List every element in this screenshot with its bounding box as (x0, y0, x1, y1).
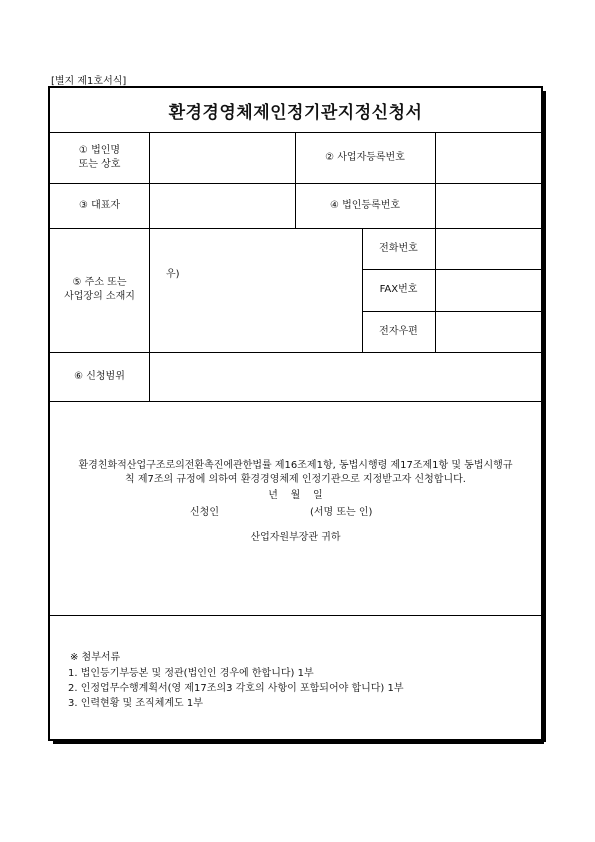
postal-code-prefix: 우) (166, 269, 180, 280)
attachment-item: 3. 인력현황 및 조직체계도 1부 (68, 698, 203, 709)
statement-line-1: 환경친화적산업구조로의전환촉진에관한법률 제16조제1항, 동법시행령 제17조제1항 및 동법시행규 (78, 460, 513, 471)
address-field[interactable] (149, 228, 362, 352)
fax-field[interactable] (435, 269, 541, 311)
phone-label: 전화번호 (379, 242, 418, 254)
attachment-item: 1. 법인등기부등본 및 정관(법인인 경우에 한합니다) 1부 (68, 668, 314, 679)
application-date: 년 월 일 (268, 490, 323, 501)
address-label: ⑤ 주소 또는 사업장의 소재지 (64, 277, 135, 302)
title-row (50, 88, 541, 133)
phone-field[interactable] (435, 228, 541, 269)
addressee: 산업자원부장관 귀하 (250, 532, 341, 543)
frame-shadow-right (543, 91, 546, 742)
row-divider (50, 401, 541, 402)
biz-reg-no-field[interactable] (435, 132, 541, 183)
attachment-item: 2. 인정업무수행계획서(영 제17조의3 각호의 사항이 포함되어야 합니다) 1부 (68, 683, 404, 694)
statement-line-2: 칙 제7조의 규정에 의하여 환경경영체제 인정기관으로 지정받고자 신청합니다. (125, 474, 466, 485)
signature-label: (서명 또는 인) (310, 507, 373, 518)
form-title: 환경경영체제인정기관지정신청서 (168, 102, 423, 123)
email-field[interactable] (435, 311, 541, 352)
email-label: 전자우편 (379, 325, 418, 337)
fax-label: FAX번호 (379, 284, 418, 295)
representative-label: ③ 대표자 (78, 199, 121, 211)
scope-field[interactable] (149, 352, 541, 401)
form-number-label: [별지 제1호서식] (51, 76, 127, 87)
row-divider (50, 615, 541, 616)
corp-reg-no-label: ④ 법인등록번호 (329, 199, 401, 211)
applicant-label: 신청인 (190, 507, 219, 518)
corp-name-label: ① 법인명 또는 상호 (78, 144, 121, 170)
representative-field[interactable] (149, 183, 295, 228)
biz-reg-no-label: ② 사업자등록번호 (325, 151, 405, 163)
frame-shadow-bottom (53, 741, 544, 744)
corp-reg-no-field[interactable] (435, 183, 541, 228)
attachments-title: ※ 첨부서류 (70, 652, 121, 663)
scope-label: ⑥ 신청범위 (74, 370, 125, 382)
application-form (48, 86, 543, 741)
corp-name-field[interactable] (149, 132, 295, 183)
